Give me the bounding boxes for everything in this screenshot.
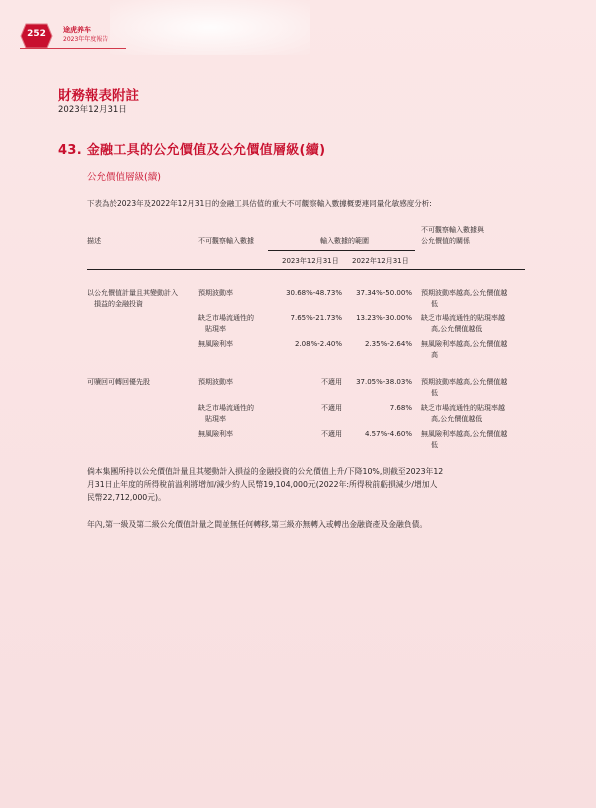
transfer-paragraph: 年內,第一級及第二級公允價值計量之間並無任何轉移,第三級亦無轉入或轉出金融資產及金融負債。 bbox=[87, 520, 428, 529]
header-input: 不可觀察輸入數據 bbox=[198, 237, 254, 245]
group2-description: 可贖回可轉回優先股 bbox=[87, 378, 150, 386]
note-subtitle: 公允價值層級(續) bbox=[87, 172, 161, 183]
note-title: 43. 金融工具的公允價值及公允價值層級(續) bbox=[58, 143, 326, 158]
g2r2-input-line1: 缺乏市場流通性的 bbox=[198, 404, 254, 412]
g1r3-rel-line2: 高 bbox=[431, 351, 438, 359]
sensitivity-line1: 倘本集團所持以公允價值計量且其變動計入損益的金融投資的公允價值上升/下降10%,則截至2023年12 bbox=[87, 467, 444, 476]
section-date: 2023年12月31日 bbox=[58, 105, 127, 115]
report-name: 2023年年度報告 bbox=[63, 36, 109, 43]
header-range: 輸入數據的範圍 bbox=[320, 237, 369, 245]
g1r3-rel-line1: 無風險利率越高,公允價值越 bbox=[421, 340, 508, 348]
intro-text: 下表為於2023年及2022年12月31日的金融工具估值的重大不可觀察輸入數據概要連同量化敏感度分析: bbox=[87, 199, 432, 208]
g2r2-rel-line1: 缺乏市場流通性的貼現率越 bbox=[421, 404, 505, 412]
g2r3-input: 無風險利率 bbox=[198, 430, 233, 438]
g1r2-2023: 7.65%-21.73% bbox=[290, 314, 342, 322]
g1r2-input-line1: 缺乏市場流通性的 bbox=[198, 314, 254, 322]
sensitivity-line3: 民幣22,712,000元)。 bbox=[87, 493, 166, 502]
group1-description-line1: 以公允價值計量且其變動計入 bbox=[87, 289, 178, 297]
header-description: 描述 bbox=[87, 237, 101, 245]
sensitivity-line2: 月31日止年度的所得稅前溢利將增加/減少約人民幣19,104,000元(2022年:所得稅前虧損減少/增加人 bbox=[87, 480, 438, 489]
g1r1-rel-line2: 低 bbox=[431, 300, 438, 308]
brand-name: 途虎养车 bbox=[63, 26, 91, 34]
header-2023: 2023年12月31日 bbox=[282, 257, 339, 265]
g1r2-rel-line2: 高,公允價值越低 bbox=[431, 325, 483, 333]
g1r3-2022: 2.35%-2.64% bbox=[364, 340, 412, 348]
g1r2-rel-line1: 缺乏市場流通性的貼現率越 bbox=[421, 314, 505, 322]
g2r2-input-line2: 貼現率 bbox=[205, 415, 226, 423]
header-2022: 2022年12月31日 bbox=[352, 257, 409, 265]
g2r1-2022: 37.05%-38.03% bbox=[356, 378, 412, 386]
g1r3-2023: 2.08%-2.40% bbox=[294, 340, 342, 348]
g1r1-input: 預期波動率 bbox=[198, 289, 233, 297]
g2r2-2023: 不適用 bbox=[321, 404, 342, 412]
g1r1-2023: 30.68%-48.73% bbox=[286, 289, 342, 297]
table-header-rule bbox=[87, 269, 525, 270]
page-number-badge bbox=[20, 23, 53, 49]
section-title: 財務報表附註 bbox=[58, 88, 139, 104]
g1r1-2022: 37.34%-50.00% bbox=[356, 289, 412, 297]
g2r2-2022: 7.68% bbox=[389, 404, 412, 412]
g1r2-input-line2: 貼現率 bbox=[205, 325, 226, 333]
range-header-rule bbox=[268, 250, 415, 251]
page-number: 252 bbox=[27, 29, 46, 39]
g2r3-2022: 4.57%-4.60% bbox=[364, 430, 412, 438]
header-divider bbox=[20, 48, 126, 49]
g1r1-rel-line1: 預期波動率越高,公允價值越 bbox=[421, 289, 508, 297]
g2r3-rel-line2: 低 bbox=[431, 441, 438, 449]
g2r1-input: 預期波動率 bbox=[198, 378, 233, 386]
g2r1-2023: 不適用 bbox=[321, 378, 342, 386]
header-relationship-line1: 不可觀察輸入數據與 bbox=[421, 226, 484, 234]
g2r2-rel-line2: 高,公允價值越低 bbox=[431, 415, 483, 423]
group1-description-line2: 損益的金融投資 bbox=[94, 300, 143, 308]
g1r2-2022: 13.23%-30.00% bbox=[356, 314, 412, 322]
g2r3-2023: 不適用 bbox=[321, 430, 342, 438]
g2r1-rel-line1: 預期波動率越高,公允價值越 bbox=[421, 378, 508, 386]
g2r1-rel-line2: 低 bbox=[431, 389, 438, 397]
header-relationship-line2: 公允價值的關係 bbox=[421, 237, 470, 245]
g1r3-input: 無風險利率 bbox=[198, 340, 233, 348]
g2r3-rel-line1: 無風險利率越高,公允價值越 bbox=[421, 430, 508, 438]
header-glow bbox=[110, 0, 310, 55]
